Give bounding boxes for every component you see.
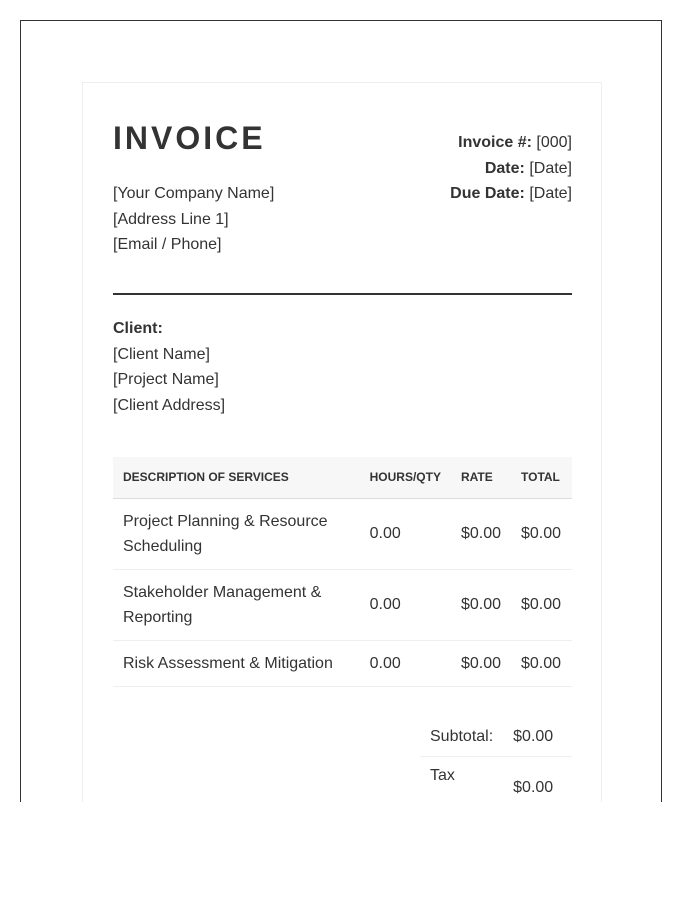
table-row xyxy=(113,569,572,640)
service-total: $0.00 xyxy=(511,640,572,686)
table-row xyxy=(113,498,572,569)
invoice-sheet xyxy=(82,82,602,802)
totals-table xyxy=(420,718,572,802)
service-hours: 0.00 xyxy=(360,640,451,686)
project-name: [Project Name] xyxy=(113,371,219,388)
column-header-description: DESCRIPTION OF SERVICES xyxy=(113,457,360,498)
subtotal-label: Subtotal: xyxy=(420,718,503,757)
client-label: Client: xyxy=(113,320,163,337)
header-divider xyxy=(113,293,572,295)
invoice-number-value: [000] xyxy=(536,134,572,151)
company-contact: [Email / Phone] xyxy=(113,236,222,253)
invoice-title: INVOICE xyxy=(113,120,266,156)
client-info xyxy=(113,316,225,418)
service-total: $0.00 xyxy=(511,569,572,640)
column-header-rate: RATE xyxy=(451,457,511,498)
service-description: Project Planning & Resource Scheduling xyxy=(113,498,360,569)
tax-row xyxy=(420,757,572,803)
table-header-row xyxy=(113,457,572,498)
company-info xyxy=(113,181,274,258)
service-hours: 0.00 xyxy=(360,498,451,569)
due-date-row xyxy=(450,181,572,207)
due-date-value: [Date] xyxy=(529,185,572,202)
invoice-number-label: Invoice #: xyxy=(458,134,532,151)
column-header-hours: HOURS/QTY xyxy=(360,457,451,498)
services-table xyxy=(113,457,572,687)
service-rate: $0.00 xyxy=(451,498,511,569)
column-header-total: TOTAL xyxy=(511,457,572,498)
invoice-date-row xyxy=(450,156,572,182)
company-name: [Your Company Name] xyxy=(113,185,275,202)
client-address: [Client Address] xyxy=(113,396,226,414)
tax-value: $0.00 xyxy=(503,757,572,803)
subtotal-row xyxy=(420,718,572,757)
invoice-date-label: Date: xyxy=(484,159,525,177)
service-description: Risk Assessment & Mitigation xyxy=(113,640,360,686)
service-total: $0.00 xyxy=(511,498,572,569)
table-row xyxy=(113,640,572,686)
service-rate: $0.00 xyxy=(451,640,511,686)
company-address: [Address Line 1] xyxy=(113,210,229,228)
invoice-date-value: [Date] xyxy=(529,159,572,177)
invoice-number-row xyxy=(450,130,572,156)
service-rate: $0.00 xyxy=(451,569,511,640)
client-name: [Client Name] xyxy=(113,345,210,363)
subtotal-value: $0.00 xyxy=(503,718,572,757)
tax-label: Tax xyxy=(420,757,503,803)
service-hours: 0.00 xyxy=(360,569,451,640)
service-description: Stakeholder Management & Reporting xyxy=(113,569,360,640)
invoice-meta xyxy=(450,130,572,207)
page-frame xyxy=(20,20,662,802)
due-date-label: Due Date: xyxy=(450,185,525,202)
